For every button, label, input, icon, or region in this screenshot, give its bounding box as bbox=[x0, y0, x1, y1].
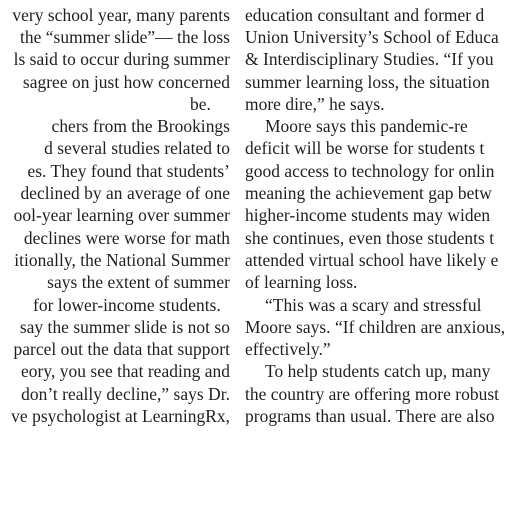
text-line: meaning the achievement gap betw bbox=[245, 183, 492, 203]
text-line: Moore says. “If children are anxious, bbox=[245, 317, 506, 337]
text-line: declined by an average of one bbox=[20, 183, 230, 203]
text-line: programs than usual. There are also bbox=[245, 406, 495, 426]
text-line: the country are offering more robust bbox=[245, 384, 500, 404]
text-line: attended virtual school have likely e bbox=[245, 250, 499, 270]
text-line: itionally, the National Summer bbox=[14, 250, 230, 270]
text-line: higher-income students may widen bbox=[245, 205, 491, 225]
text-line: the “summer slide”— the loss bbox=[19, 27, 230, 47]
text-line: & Interdisciplinary Studies. “If you bbox=[245, 49, 494, 69]
text-line: very school year, many parents bbox=[12, 5, 230, 25]
text-line: she continues, even those students t bbox=[245, 228, 495, 248]
text-line: for lower-income students. bbox=[33, 295, 221, 315]
text-line: say the summer slide is not so bbox=[19, 317, 230, 337]
text-line: education consultant and former d bbox=[245, 5, 485, 25]
text-line: chers from the Brookings bbox=[51, 116, 230, 136]
text-line: es. They found that students’ bbox=[27, 161, 230, 181]
text-line: sagree on just how concerned bbox=[22, 72, 230, 92]
text-line: eory, you see that reading and bbox=[21, 361, 230, 381]
text-line: Moore says this pandemic-re bbox=[265, 116, 468, 136]
text-line: says the extent of summer bbox=[47, 272, 230, 292]
text-line: ls said to occur during summer bbox=[13, 49, 230, 69]
text-line: of learning loss. bbox=[245, 272, 358, 292]
text-line: ool-year learning over summer bbox=[13, 205, 230, 225]
article-left-column bbox=[0, 0, 230, 512]
text-line: don’t really decline,” says Dr. bbox=[21, 384, 230, 404]
text-line: be. bbox=[190, 94, 211, 114]
text-line: more dire,” he says. bbox=[245, 94, 385, 114]
text-line: declines were worse for math bbox=[23, 228, 230, 248]
text-line: deficit will be worse for students t bbox=[245, 138, 485, 158]
text-line: effectively.” bbox=[245, 339, 331, 359]
text-line: “This was a scary and stressful bbox=[265, 295, 482, 315]
text-line: summer learning loss, the situation bbox=[245, 72, 490, 92]
text-line: Union University’s School of Educa bbox=[245, 27, 499, 47]
text-line: d several studies related to bbox=[44, 138, 230, 158]
text-line: parcel out the data that support bbox=[13, 339, 230, 359]
text-line: To help students catch up, many bbox=[265, 361, 491, 381]
text-line: good access to technology for onlin bbox=[245, 161, 495, 181]
text-line: ve psychologist at LearningRx, bbox=[11, 406, 230, 426]
article-right-column bbox=[245, 0, 512, 512]
